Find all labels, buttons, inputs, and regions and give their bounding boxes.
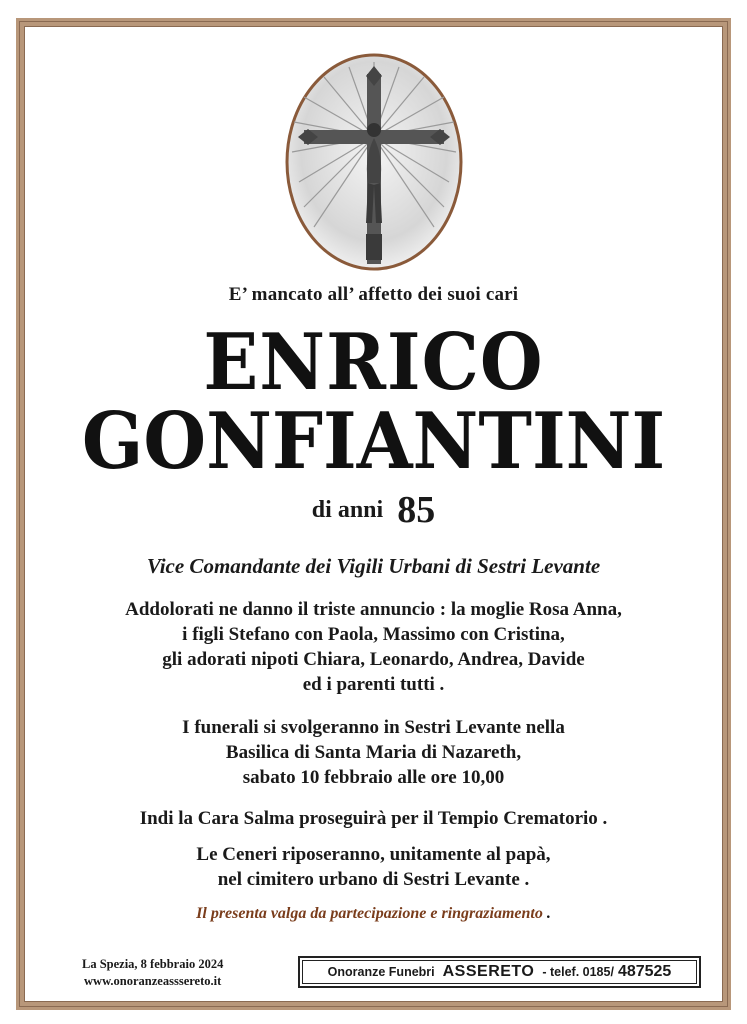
age-value: 85 [397,489,436,531]
announcement-block [24,597,723,697]
place-date: La Spezia, 8 febbraio 2024 [82,957,224,971]
announcement-line: ed i parenti tutti . [302,674,445,695]
funeral-line: I funerali si svolgeranno in Sestri Levante nella [182,717,565,738]
company-box [298,956,701,988]
deceased-first-name: ENRICO [203,315,544,408]
age-label: di anni [311,496,384,523]
closing-dot: . [542,905,551,922]
funeral-line: Basilica di Santa Maria di Nazareth, [225,742,522,763]
phone-label: - telef. 0185/ [542,965,614,979]
company-prefix: Onoranze Funebri [327,965,435,979]
phone-number[interactable]: 487525 [617,963,672,980]
role-title: Vice Comandante dei Vigili Urbani di Sestri Levante [146,554,601,578]
company-box-inner-border [302,960,697,984]
funeral-line: sabato 10 febbraio alle ore 10,00 [242,767,505,788]
announcement-line: i figli Stefano con Paola, Massimo con Cristina, [182,624,565,645]
website-link[interactable]: www.onoranzeasssereto.it [84,974,222,988]
crucifix-medallion-icon [284,52,464,272]
funeral-block [24,715,723,790]
footer-left [82,956,223,990]
ashes-line: Le Ceneri riposeranno, unitamente al papà, [196,844,551,865]
intro-text: E’ mancato all’ affetto dei suoi cari [228,284,519,305]
company-name: ASSERETO [442,963,535,980]
cremation-line: Indi la Cara Salma proseguirà per il Tempio Crematorio . [139,808,608,829]
ashes-block [24,842,723,892]
deceased-last-name: GONFIANTINI [81,394,666,487]
ashes-line: nel cimitero urbano di Sestri Levante . [217,869,530,890]
closing-phrase: Il presenta valga da partecipazione e ringraziamento [196,905,543,922]
announcement-line: gli adorati nipoti Chiara, Leonardo, Andrea, Davide [162,649,585,670]
announcement-line: Addolorati ne danno il triste annuncio : la moglie Rosa Anna, [125,599,622,620]
closing-text [24,905,723,923]
age-row [24,488,723,532]
